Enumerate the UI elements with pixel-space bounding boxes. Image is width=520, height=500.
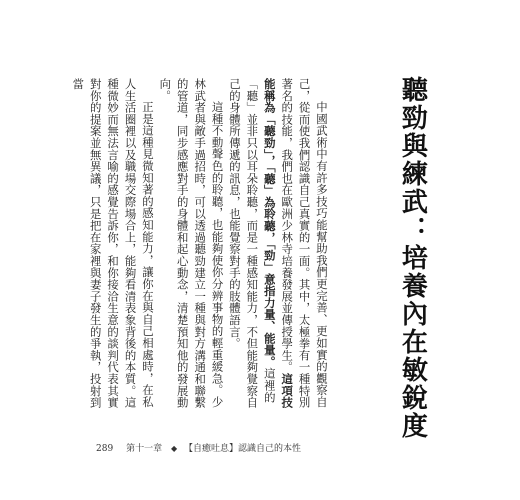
chapter-label: 第十一章 [126, 444, 163, 454]
paragraph-1 [226, 78, 330, 418]
paragraph-2 [156, 78, 226, 418]
page-footer [96, 441, 301, 454]
paragraph-3 [69, 78, 156, 418]
diamond-icon: ◆ [170, 444, 178, 453]
page-number: 289 [96, 444, 114, 454]
body-text [71, 78, 330, 418]
paragraph-1-text-end: 這裡的「聽」並非只以耳朵聆聽，而是一種感知能力，不但能夠覺察自己的身體所傳遞的訊息，也能覺察對手的肢體語言。 [227, 78, 277, 409]
paragraph-3-text: 正是這種見微知著的感知能力，讓你在與自己相處時，在私人生活圈裡以及職場交際場合上，能夠看清表象背後的本質。這種微妙而無法言喻的感覺告訴你，和你接洽生意的談判代表其實對你的提案並無異議，只是把在家裡與妻子發生的爭執，投射到當 [71, 78, 155, 409]
paragraph-1-text: 中國武術中有許多技巧能幫助我們更完善、更如實的觀察自己，從而使我們認識自己真實的一面。其中，太極拳有一種特別著名的技能，我們也在歐洲少林寺培養發展並傳授學生。 [280, 78, 329, 409]
paragraph-2-text: 這種不動聲色的聆聽，也能夠使你分辨事物的輕重緩急。少林武者與敵手過招時，可以透過聽勁建立一種與對方溝通和聯繫的管道，同步感應對手的身體和起心動念，清楚預知他的發展動向。 [158, 78, 225, 409]
section-title: 聽勁與練武：培養內在敏銳度 [397, 76, 428, 440]
chapter-title: 【自癒吐息】認識自己的本性 [183, 444, 301, 454]
paragraph-1-bold-text: 這項技能稱為「聽勁」，「聽」為聆聽，「勁」意指力量、能量。 [262, 78, 295, 409]
